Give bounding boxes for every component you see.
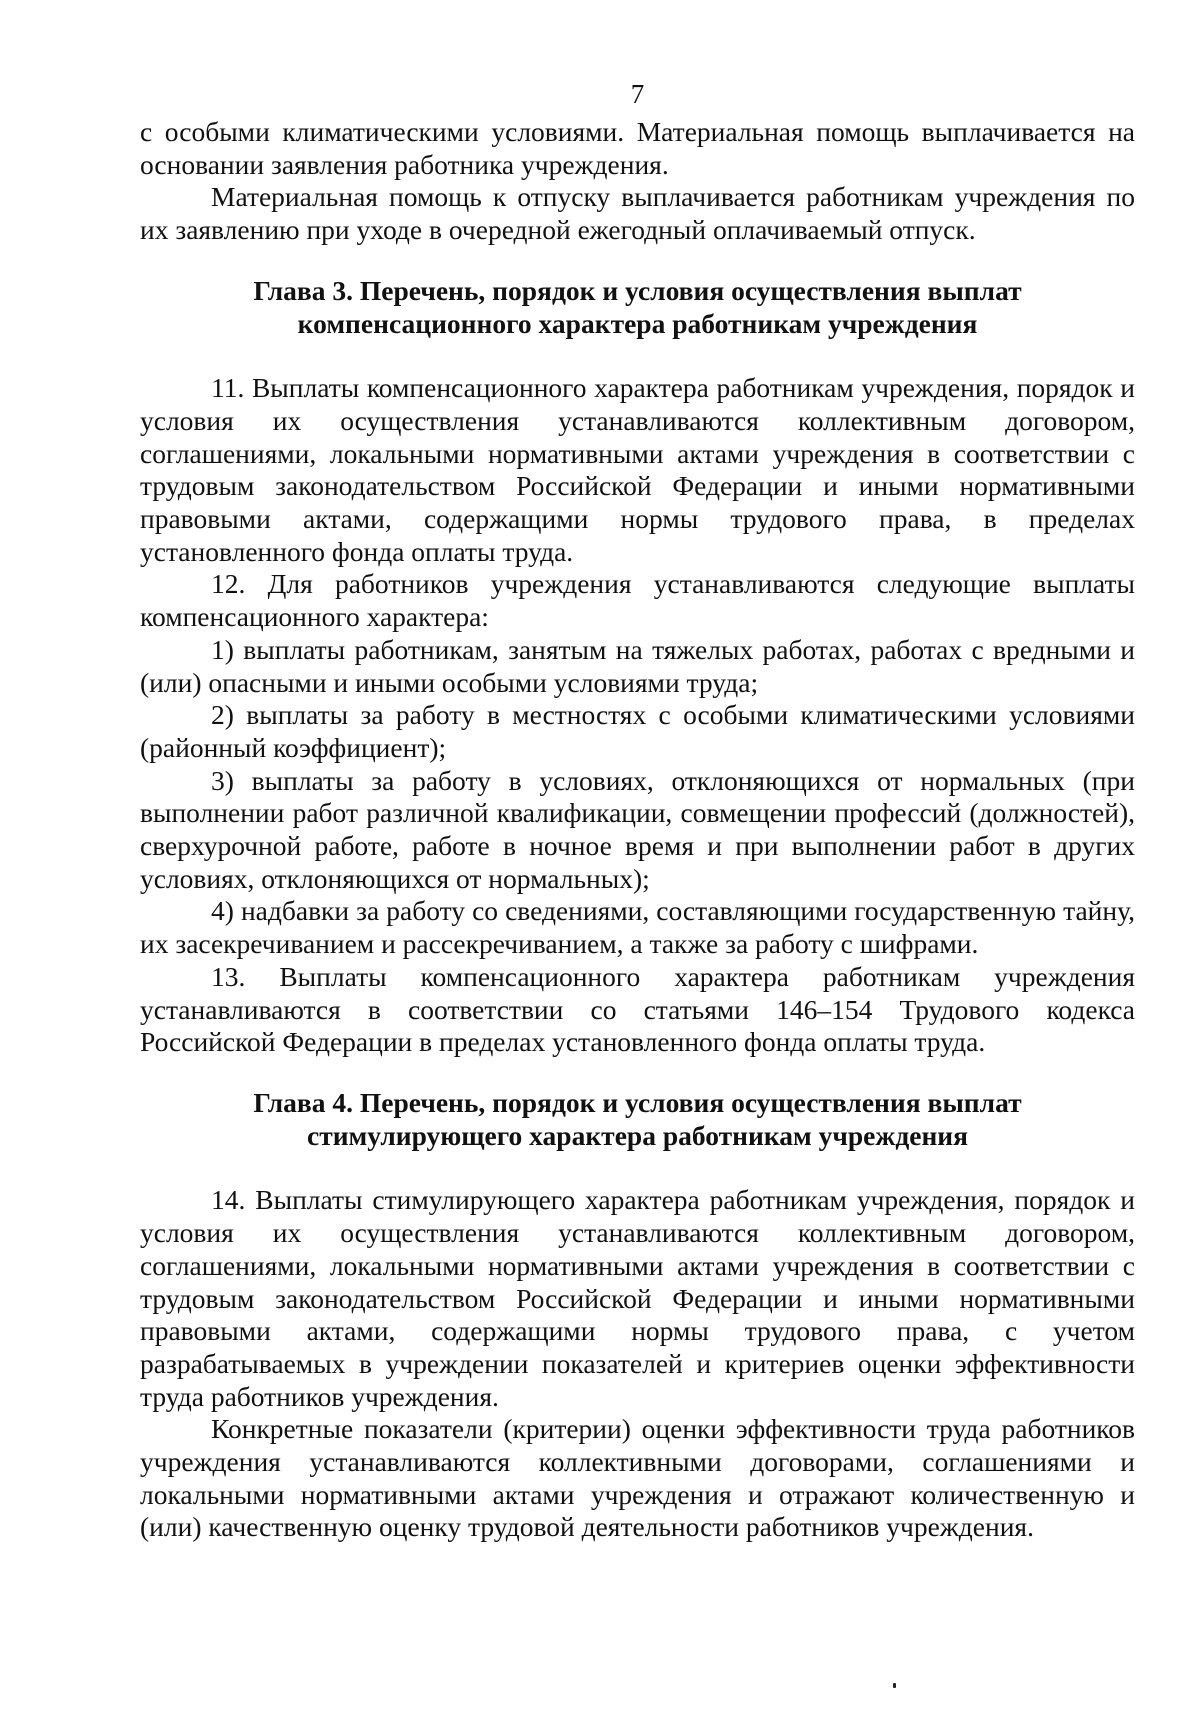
paragraph-specific-indicators: Конкретные показатели (критерии) оценки эффективности труда работников учреждения устанавливаются коллективными договорами, соглашениями и локальными нормативными актами учреждения и отражают количественную и (или) качественную оценку трудовой деятельности работников учреждения. [140, 1413, 1135, 1543]
paragraph-continuation: с особыми климатическими условиями. Материальная помощь выплачивается на основании заявления работника учреждения. [140, 116, 1135, 180]
paragraph-14: 14. Выплаты стимулирующего характера работникам учреждения, порядок и условия их осуществления устанавливаются коллективным договором, соглашениями, локальными нормативными актами учреждения в соответствии с трудовым законодательством Российской Федерации и иными нормативными правовыми актами, содержащими нормы трудового права, с учетом разрабатываемых в учреждении показателей и критериев оценки эффективности труда работников учреждения. [140, 1184, 1135, 1412]
list-item-12-1: 1) выплаты работникам, занятым на тяжелых работах, работах с вредными и (или) опасными и иными особыми условиями труда; [140, 633, 1135, 698]
paragraph-11: 11. Выплаты компенсационного характера работникам учреждения, порядок и условия их осуществления устанавливаются коллективным договором, соглашениями, локальными нормативными актами учреждения в соответствии с трудовым законодательством Российской Федерации и иными нормативными правовыми актами, содержащими нормы трудового права, в пределах установленного фонда оплаты труда. [140, 372, 1135, 567]
list-item-12-4: 4) надбавки за работу со сведениями, составляющими государственную тайну, их засекречиванием и рассекречиванием, а также за работу с шифрами. [140, 895, 1135, 960]
chapter-3-heading-line-2: компенсационного характера работникам учреждения [297, 307, 978, 339]
chapter-3-heading-line-1: Глава 3. Перечень, порядок и условия осуществления выплат [253, 274, 1022, 306]
paragraph-vacation-aid: Материальная помощь к отпуску выплачивается работникам учреждения по их заявлению при уходе в очередной ежегодный оплачиваемый отпуск. [140, 181, 1135, 246]
chapter-3-heading [140, 275, 1135, 340]
page-number: 7 [630, 79, 645, 109]
scan-speck [893, 1683, 896, 1688]
paragraph-12: 12. Для работников учреждения устанавливаются следующие выплаты компенсационного характера: [140, 568, 1135, 633]
chapter-4-heading [140, 1087, 1135, 1152]
chapter-4-heading-line-2: стимулирующего характера работникам учреждения [306, 1119, 969, 1151]
list-item-12-2: 2) выплаты за работу в местностях с особыми климатическими условиями (районный коэффициент); [140, 699, 1135, 763]
document-page [140, 78, 1135, 1544]
chapter-4-heading-line-1: Глава 4. Перечень, порядок и условия осуществления выплат [253, 1086, 1022, 1118]
list-item-12-3: 3) выплаты за работу в условиях, отклоняющихся от нормальных (при выполнении работ различной квалификации, совмещении профессий (должностей), сверхурочной работе, работе в ночное время и при выполнении работ в других условиях, отклоняющихся от нормальных); [140, 764, 1135, 894]
paragraph-13: 13. Выплаты компенсационного характера работникам учреждения устанавливаются в соответствии со статьями 146–154 Трудового кодекса Российской Федерации в пределах установленного фонда оплаты труда. [140, 960, 1135, 1058]
